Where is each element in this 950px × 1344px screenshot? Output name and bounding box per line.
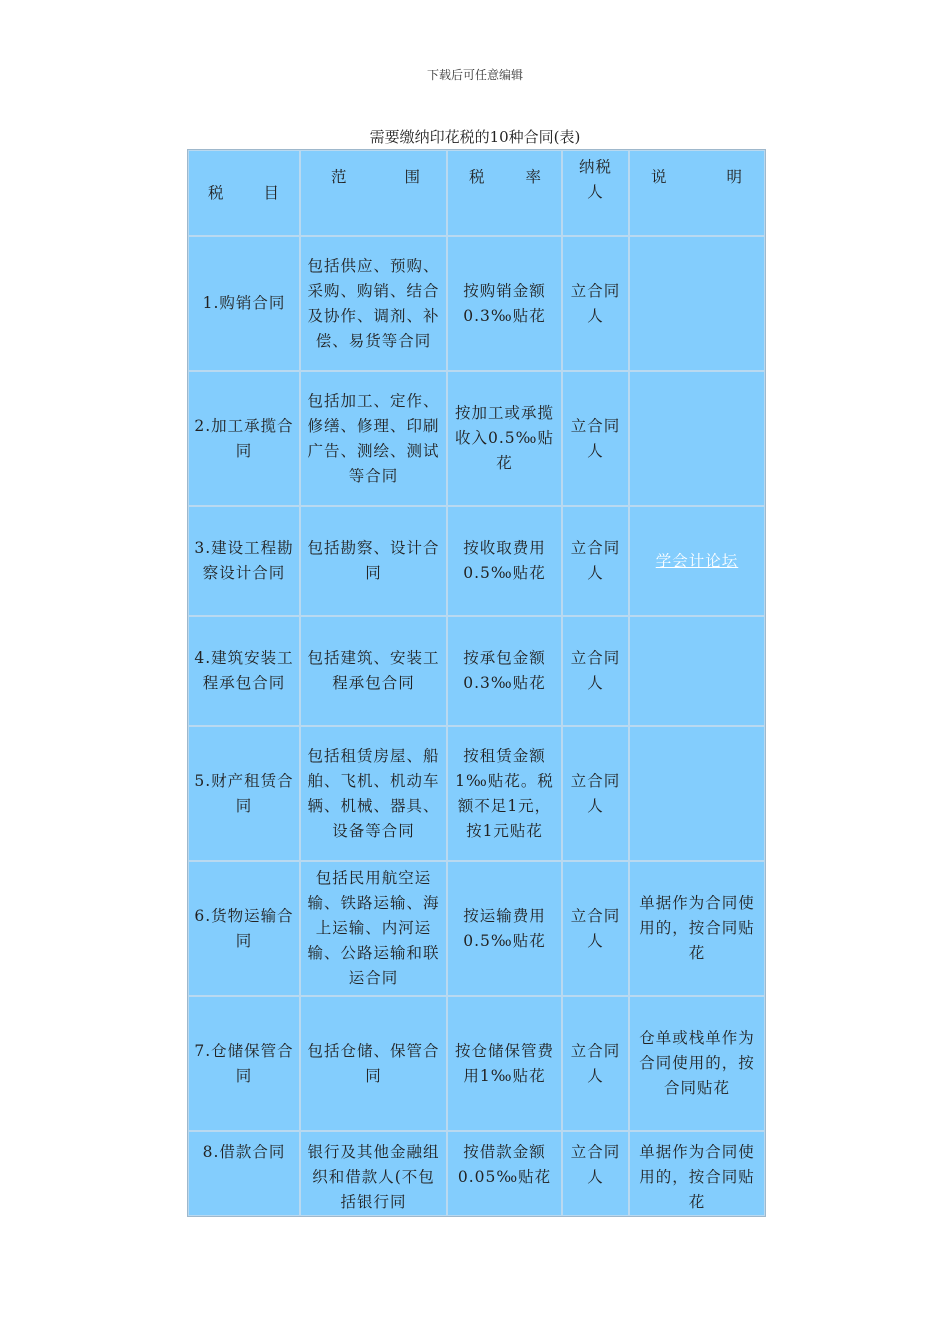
cell-note: [629, 236, 765, 371]
cell-payer: 立合同人: [562, 616, 629, 726]
cell-scope: 银行及其他金融组织和借款人(不包括银行同: [300, 1131, 447, 1216]
cell-rate: 按借款金额0.05‰贴花: [447, 1131, 562, 1216]
cell-item: 6.货物运输合同: [188, 861, 300, 996]
cell-scope: 包括加工、定作、修缮、修理、印刷广告、测绘、测试等合同: [300, 371, 447, 506]
cell-rate: 按购销金额0.3‰贴花: [447, 236, 562, 371]
cell-scope: 包括建筑、安装工程承包合同: [300, 616, 447, 726]
header-row: [188, 150, 765, 236]
header-item: 税 目: [188, 150, 300, 236]
cell-payer: 立合同人: [562, 996, 629, 1131]
cell-note: [629, 726, 765, 861]
cell-scope: 包括供应、预购、采购、购销、结合及协作、调剂、补偿、易货等合同: [300, 236, 447, 371]
table-row: [188, 616, 765, 726]
cell-note: 单据作为合同使用的，按合同贴花: [629, 861, 765, 996]
header-note: 说 明: [629, 150, 765, 236]
cell-item: 4.建筑安装工程承包合同: [188, 616, 300, 726]
cell-item: 2.加工承揽合同: [188, 371, 300, 506]
cell-item: 1.购销合同: [188, 236, 300, 371]
cell-payer: 立合同人: [562, 1131, 629, 1216]
cell-scope: 包括租赁房屋、船舶、飞机、机动车辆、机械、器具、设备等合同: [300, 726, 447, 861]
cell-rate: 按租赁金额1‰贴花。税额不足1元，按1元贴花: [447, 726, 562, 861]
cell-rate: 按收取费用0.5‰贴花: [447, 506, 562, 616]
cell-note: [629, 616, 765, 726]
cell-note: 单据作为合同使用的，按合同贴花: [629, 1131, 765, 1216]
cell-payer: 立合同人: [562, 236, 629, 371]
table-row: [188, 726, 765, 861]
table-row: [188, 996, 765, 1131]
table-row: [188, 1131, 765, 1216]
cell-note: 仓单或栈单作为合同使用的，按合同贴花: [629, 996, 765, 1131]
cell-item: 8.借款合同: [188, 1131, 300, 1216]
table-row: [188, 506, 765, 616]
table-title: 需要缴纳印花税的10种合同(表): [369, 128, 581, 146]
cell-scope: 包括仓储、保管合同: [300, 996, 447, 1131]
cell-item: 7.仓储保管合同: [188, 996, 300, 1131]
cell-note: [629, 506, 765, 616]
cell-payer: 立合同人: [562, 371, 629, 506]
cell-item: 5.财产租赁合同: [188, 726, 300, 861]
table-row: [188, 861, 765, 996]
table-row: [188, 236, 765, 371]
header-payer: 纳税人: [562, 150, 629, 236]
stamp-duty-table: [187, 149, 766, 1217]
cell-rate: 按承包金额0.3‰贴花: [447, 616, 562, 726]
cell-payer: 立合同人: [562, 726, 629, 861]
header-scope: 范 围: [300, 150, 447, 236]
forum-link[interactable]: 学会计论坛: [655, 551, 739, 570]
cell-rate: 按运输费用0.5‰贴花: [447, 861, 562, 996]
cell-scope: 包括勘察、设计合同: [300, 506, 447, 616]
download-note: 下载后可任意编辑: [426, 68, 523, 82]
cell-item: 3.建设工程勘察设计合同: [188, 506, 300, 616]
cell-payer: 立合同人: [562, 861, 629, 996]
header-rate: 税 率: [447, 150, 562, 236]
cell-rate: 按加工或承揽收入0.5‰贴花: [447, 371, 562, 506]
cell-rate: 按仓储保管费用1‰贴花: [447, 996, 562, 1131]
table-row: [188, 371, 765, 506]
cell-scope: 包括民用航空运输、铁路运输、海上运输、内河运输、公路运输和联运合同: [300, 861, 447, 996]
cell-payer: 立合同人: [562, 506, 629, 616]
cell-note: [629, 371, 765, 506]
